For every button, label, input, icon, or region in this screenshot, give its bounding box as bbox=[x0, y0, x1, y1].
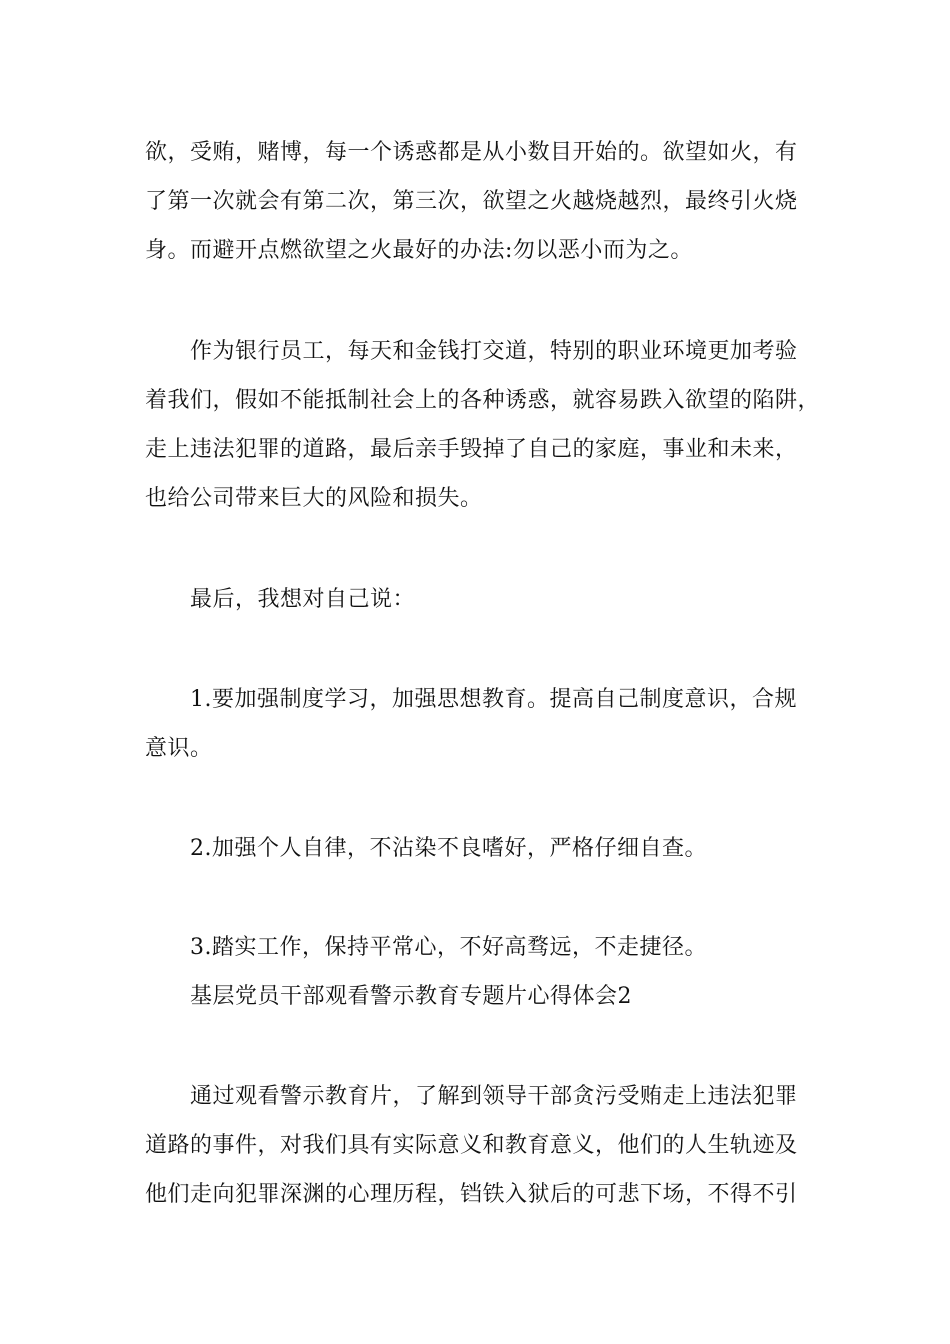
list-item-3: 3.踏实工作，保持平常心，不好高骛远，不走捷径。 bbox=[190, 935, 707, 960]
list-item-2: 2.加强个人自律，不沾染不良嗜好，严格仔细自查。 bbox=[190, 836, 707, 861]
paragraph-line: 欲，受贿，赌博，每一个诱惑都是从小数目开始的。欲望如火，有 bbox=[145, 140, 798, 165]
paragraph-line: 走上违法犯罪的道路，最后亲手毁掉了自己的家庭，事业和未来， bbox=[145, 437, 798, 462]
paragraph-line: 作为银行员工，每天和金钱打交道，特别的职业环境更加考验 bbox=[190, 339, 798, 364]
paragraph-line: 最后，我想对自己说： bbox=[190, 587, 416, 612]
paragraph-line: 道路的事件，对我们具有实际意义和教育意义，他们的人生轨迹及 bbox=[145, 1133, 798, 1158]
paragraph-line: 身。而避开点燃欲望之火最好的办法:勿以恶小而为之。 bbox=[145, 238, 693, 263]
paragraph-line: 也给公司带来巨大的风险和损失。 bbox=[145, 486, 483, 511]
list-item-1: 1.要加强制度学习，加强思想教育。提高自己制度意识，合规 bbox=[190, 687, 797, 712]
paragraph-line: 了第一次就会有第二次，第三次，欲望之火越烧越烈，最终引火烧 bbox=[145, 189, 798, 214]
paragraph-line: 着我们，假如不能抵制社会上的各种诱惑，就容易跌入欲望的陷阱， bbox=[145, 388, 821, 413]
paragraph-line: 他们走向犯罪深渊的心理历程，铛铁入狱后的可悲下场，不得不引 bbox=[145, 1182, 798, 1207]
paragraph-line: 通过观看警示教育片，了解到领导干部贪污受贿走上违法犯罪 bbox=[190, 1084, 798, 1109]
section-heading: 基层党员干部观看警示教育专题片心得体会2 bbox=[190, 984, 632, 1009]
paragraph-line: 意识。 bbox=[145, 736, 213, 761]
